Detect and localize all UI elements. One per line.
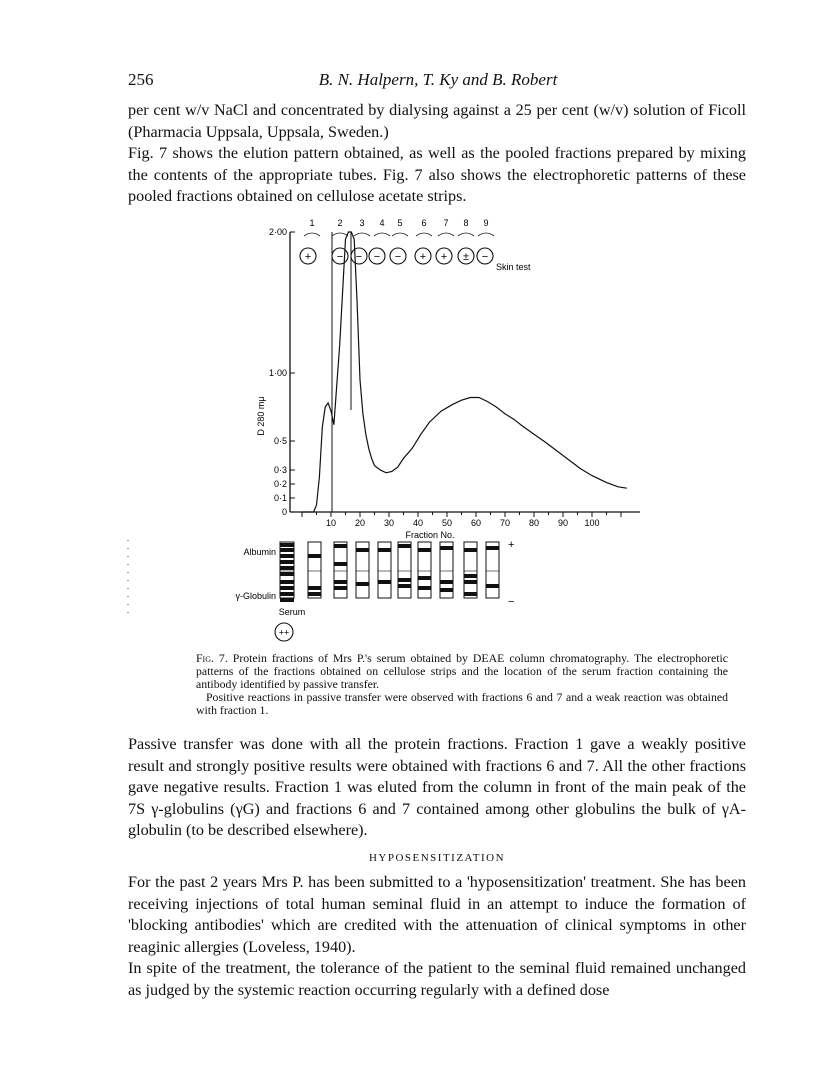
y-tick-label: 0·5: [273, 436, 287, 446]
protein-band: [280, 572, 294, 576]
protein-band: [464, 574, 477, 578]
protein-band: [418, 586, 431, 590]
protein-band: [308, 586, 321, 590]
figure-caption: [196, 652, 728, 717]
fraction-bracket: [332, 233, 348, 236]
x-tick-label: 10: [325, 518, 337, 528]
protein-band: [398, 544, 411, 548]
x-tick-label: 100: [584, 518, 600, 528]
fraction-bracket: [392, 233, 408, 236]
x-tick-label: 70: [499, 518, 511, 528]
protein-band: [464, 580, 477, 584]
fraction-bracket: [478, 233, 494, 236]
protein-band: [356, 582, 369, 586]
caption-text: Protein fractions of Mrs P.'s serum obtained by DEAE column chromatography. The electrophoretic patterns of the fractions obtained on cellulose strips and the location of the serum fraction containing the antibody identified by passive transfer.: [196, 651, 729, 691]
protein-band: [334, 544, 347, 548]
body-paragraph-hyposensitization: For the past 2 years Mrs P. has been submitted to a 'hyposensitization' treatment. She has been receiving injections of total human seminal fluid in an attempt to induce the formation of 'blocking antibodies' which are credited with the attenuation of clinical symptoms in other reaginic allergies (Loveless, 1940).: [128, 873, 746, 956]
fraction-bracket: [374, 233, 390, 236]
x-axis-label: Fraction No.: [405, 530, 455, 540]
fraction-label: 7: [443, 218, 449, 228]
protein-band: [308, 554, 321, 558]
fraction-label: 1: [309, 218, 315, 228]
y-tick-label: 0·3: [273, 465, 287, 475]
page-number: 256: [128, 70, 154, 89]
skin-test-result: −: [336, 251, 344, 263]
protein-band: [418, 576, 431, 580]
fraction-label: 9: [483, 218, 489, 228]
globulin-label: γ-Globulin: [235, 591, 276, 601]
electrophoresis-strip: [398, 542, 411, 598]
y-tick-label: 2·00: [268, 227, 287, 237]
body-text-2: [128, 872, 746, 1001]
serum-result: ++: [278, 627, 290, 638]
skin-test-result: ±: [462, 251, 470, 263]
protein-band: [334, 586, 347, 590]
skin-test-result: −: [481, 251, 489, 263]
intro-paragraph-1: per cent w/v NaCl and concentrated by dialysing against a 25 per cent (w/v) solution of Ficoll (Pharmacia Uppsala, Uppsala, Sweden.): [128, 101, 746, 141]
running-header: [128, 70, 748, 96]
skin-test-result: +: [419, 251, 427, 263]
fraction-bracket: [416, 233, 432, 236]
fraction-label: 3: [359, 218, 365, 228]
x-tick-label: 20: [354, 518, 366, 528]
fraction-bracket: [304, 233, 320, 236]
protein-band: [464, 548, 477, 552]
protein-band: [398, 578, 411, 582]
protein-band: [334, 580, 347, 584]
y-axis-label: D 280 mμ: [256, 396, 266, 436]
y-tick-label: 1·00: [268, 368, 287, 378]
x-tick-label: 60: [470, 518, 482, 528]
fraction-bracket: [458, 233, 474, 236]
x-tick-label: 80: [528, 518, 540, 528]
y-tick-label: 0·1: [273, 493, 287, 503]
protein-band: [280, 560, 294, 564]
protein-band: [418, 548, 431, 552]
albumin-label: Albumin: [243, 547, 276, 557]
protein-band: [356, 548, 369, 552]
protein-band: [280, 548, 294, 552]
plus-polarity: +: [508, 539, 515, 551]
fraction-label: 5: [397, 218, 403, 228]
running-authors: B. N. Halpern, T. Ky and B. Robert: [318, 70, 558, 89]
x-tick-label: 30: [383, 518, 395, 528]
body-paragraph-passive-transfer: Passive transfer was done with all the protein fractions. Fraction 1 gave a weakly positive result and strongly positive results were obtained with fractions 6 and 7. All the other fractions gave negative results. Fraction 1 was eluted from the column in front of the main peak of the 7S γ-globulins (γG) and fractions 6 and 7 contained among other globulins the bulk of γA-globulin (to be described elsewhere).: [128, 735, 746, 839]
y-tick-label: 0: [281, 507, 287, 517]
fraction-label: 2: [337, 218, 343, 228]
protein-band: [398, 584, 411, 588]
skin-test-result: +: [304, 251, 312, 263]
x-tick-label: 40: [412, 518, 424, 528]
caption-prefix: Fig. 7.: [196, 651, 228, 665]
protein-band: [486, 584, 499, 588]
fraction-label: 4: [379, 218, 385, 228]
x-tick-label: 90: [557, 518, 569, 528]
skin-test-result: −: [373, 251, 381, 263]
body-text-1: [128, 734, 746, 842]
protein-band: [440, 580, 453, 584]
protein-band: [378, 548, 391, 552]
protein-band: [486, 546, 499, 550]
x-tick-label: 50: [441, 518, 453, 528]
fraction-label: 8: [463, 218, 469, 228]
protein-band: [464, 592, 477, 596]
serum-label: Serum: [278, 607, 306, 617]
protein-band: [440, 588, 453, 592]
protein-band: [280, 586, 294, 590]
fraction-bracket: [438, 233, 454, 236]
skin-test-result: +: [440, 251, 448, 263]
protein-band: [280, 554, 294, 558]
protein-band: [378, 580, 391, 584]
skin-test-result: −: [355, 251, 363, 263]
electrophoresis-strip: [486, 542, 499, 598]
skin-test-result: −: [394, 251, 402, 263]
fraction-label: 6: [421, 218, 427, 228]
fraction-bracket: [354, 233, 370, 236]
caption-note: Positive reactions in passive transfer were observed with fractions 6 and 7 and a weak reaction was obtained with fraction 1.: [196, 690, 728, 717]
protein-band: [334, 562, 347, 566]
protein-band: [280, 598, 294, 602]
y-tick-label: 0·2: [273, 479, 287, 489]
protein-band: [280, 566, 294, 570]
body-paragraph-tolerance: In spite of the treatment, the tolerance of the patient to the seminal fluid remained unchanged as judged by the systemic reaction occurring regularly with a defined dose: [128, 959, 746, 999]
intro-paragraph-2: Fig. 7 shows the elution pattern obtained, as well as the pooled fractions prepared by mixing the contents of the appropriate tubes. Fig. 7 also shows the electrophoretic patterns of these pooled fractions obtained on cellulose acetate strips.: [128, 144, 746, 205]
section-heading: HYPOSENSITIZATION: [368, 852, 506, 864]
protein-band: [280, 592, 294, 596]
minus-polarity: −: [508, 596, 515, 608]
protein-band: [280, 580, 294, 584]
skin-test-label: Skin test: [496, 262, 531, 272]
protein-band: [280, 543, 294, 547]
protein-band: [440, 546, 453, 550]
protein-band: [308, 592, 321, 596]
